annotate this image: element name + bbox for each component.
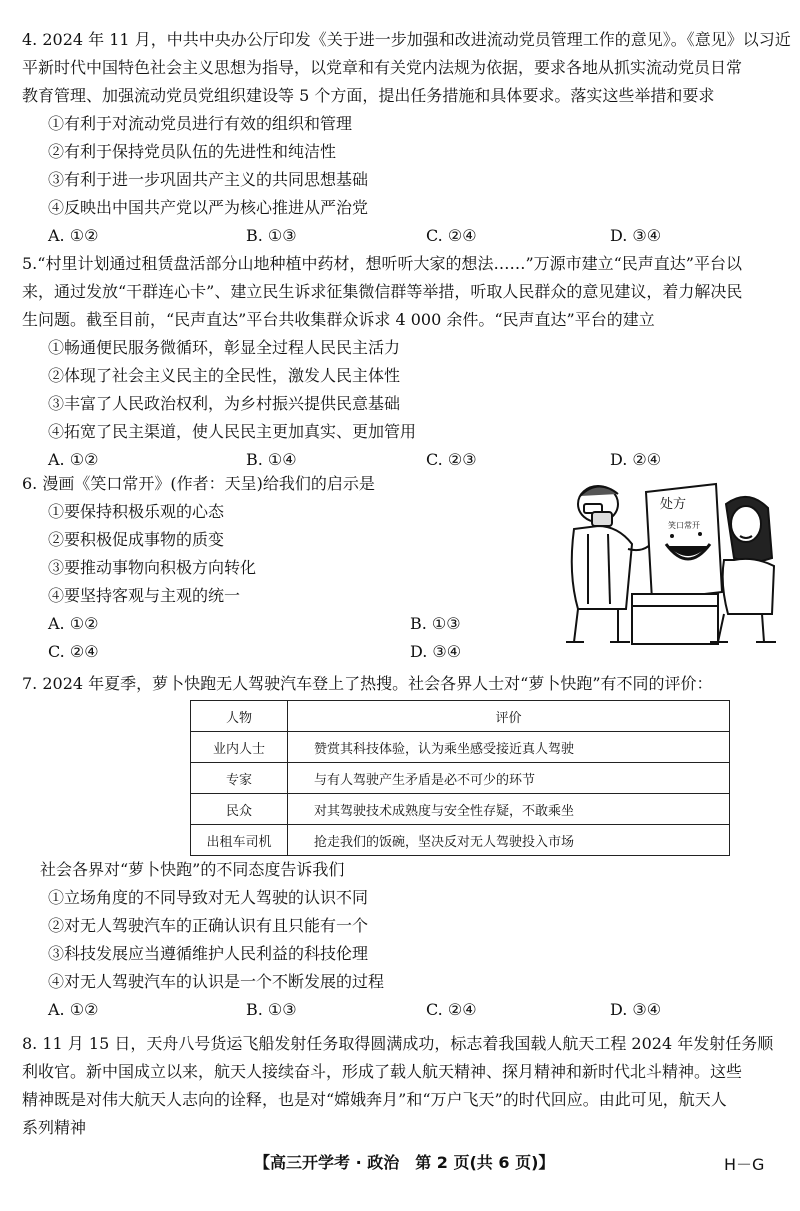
table-row <box>191 732 730 763</box>
choice-c: C. ②④ <box>426 226 477 245</box>
choice-b: B. ①③ <box>246 1000 297 1019</box>
prescription-paper <box>646 484 722 600</box>
question-6-option: ①要保持积极乐观的心态 <box>48 502 225 521</box>
question-7-option: ④对无人驾驶汽车的认识是一个不断发展的过程 <box>48 972 385 991</box>
question-4-option: ①有利于对流动党员进行有效的组织和管理 <box>48 114 353 133</box>
question-5-stem-line: 生问题。截至目前，“民声直达”平台共收集群众诉求 4 000 余件。“民声直达”平台的建立 <box>22 310 655 329</box>
question-5 <box>22 250 778 474</box>
table-cell-role: 民众 <box>191 794 288 825</box>
choice-d: D. ②④ <box>610 450 662 469</box>
question-7-option: ①立场角度的不同导致对无人驾驶的认识不同 <box>48 888 369 907</box>
desk <box>632 594 718 644</box>
paper-subtitle: 笑口常开 <box>668 521 700 530</box>
table-cell-comment: 对其驾驶技术成熟度与安全性存疑，不敢乘坐 <box>288 794 730 825</box>
question-5-stem-line: 5.“村里计划通过租赁盘活部分山地种植中药材，想听听大家的想法……”万源市建立“民声直达”平台以 <box>22 254 742 273</box>
question-8-stem-line: 精神既是对伟大航天人志向的诠释，也是对“嫦娥奔月”和“万户飞天”的时代回应。由此可见，航天人 <box>22 1090 727 1109</box>
question-7-option: ③科技发展应当遵循维护人民利益的科技伦理 <box>48 944 369 963</box>
table-cell-role: 业内人士 <box>191 732 288 763</box>
choice-b: B. ①③ <box>410 614 461 633</box>
table-header-row <box>191 701 730 732</box>
choice-d: D. ③④ <box>610 1000 662 1019</box>
table-row <box>191 825 730 856</box>
footer-page-info: 【高三开学考 · 政治 第 2 页(共 6 页)】 <box>254 1153 555 1172</box>
page-footer <box>0 1150 800 1180</box>
choice-c: C. ②④ <box>426 1000 477 1019</box>
question-4-stem-line: 4. 2024 年 11 月，中共中央办公厅印发《关于进一步加强和改进流动党员管理工作的意见》。《意见》以习近 <box>22 30 791 49</box>
question-5-option: ②体现了社会主义民主的全民性，激发人民主体性 <box>48 366 401 385</box>
question-4 <box>22 26 791 250</box>
question-7-option: ②对无人驾驶汽车的正确认识有且只能有一个 <box>48 916 369 935</box>
choice-a: A. ①② <box>48 226 99 245</box>
comic-illustration <box>548 474 778 652</box>
question-6-stem-line: 6. 漫画《笑口常开》(作者：天呈)给我们的启示是 <box>22 474 375 493</box>
footer-code: H－G <box>724 1155 765 1174</box>
question-4-option: ③有利于进一步巩固共产主义的共同思想基础 <box>48 170 369 189</box>
choice-d: D. ③④ <box>410 642 462 661</box>
choice-c: C. ②④ <box>48 642 99 661</box>
choice-a: A. ①② <box>48 1000 99 1019</box>
choice-c: C. ②③ <box>426 450 477 469</box>
question-6-option: ④要坚持客观与主观的统一 <box>48 586 241 605</box>
question-7-choices <box>22 996 778 1024</box>
question-6-option: ②要积极促成事物的质变 <box>48 530 225 549</box>
question-4-stem-line: 教育管理、加强流动党员党组织建设等 5 个方面，提出任务措施和具体要求。落实这些举措和要求 <box>22 86 715 105</box>
choice-d: D. ③④ <box>610 226 662 245</box>
choice-a: A. ①② <box>48 450 99 469</box>
question-5-option: ③丰富了人民政治权利，为乡村振兴提供民意基础 <box>48 394 401 413</box>
comic-drawing <box>548 474 778 652</box>
table-row <box>191 794 730 825</box>
paper-title: 处方 <box>660 497 687 512</box>
choice-b: B. ①④ <box>246 450 297 469</box>
table-header-comment: 评价 <box>288 701 730 732</box>
question-8-stem-line: 利收官。新中国成立以来，航天人接续奋斗，形成了载人航天精神、探月精神和新时代北斗精神。这些 <box>22 1062 743 1081</box>
table-row <box>191 763 730 794</box>
question-6-option: ③要推动事物向积极方向转化 <box>48 558 257 577</box>
question-4-stem-line: 平新时代中国特色社会主义思想为指导，以党章和有关党内法规为依据，要求各地从抓实流动党员日常 <box>22 58 743 77</box>
question-5-option: ①畅通便民服务微循环，彰显全过程人民民主活力 <box>48 338 401 357</box>
question-4-option: ②有利于保持党员队伍的先进性和纯洁性 <box>48 142 337 161</box>
question-5-stem-line: 来，通过发放“干群连心卡”、建立民生诉求征集微信群等举措，听取人民群众的意见建议，着力解决民 <box>22 282 743 301</box>
choice-a: A. ①② <box>48 614 99 633</box>
table-header-role: 人物 <box>191 701 288 732</box>
question-4-option: ④反映出中国共产党以严为核心推进从严治党 <box>48 198 369 217</box>
question-7-continued <box>22 856 778 1024</box>
choice-b: B. ①③ <box>246 226 297 245</box>
table-cell-role: 专家 <box>191 763 288 794</box>
evaluation-table <box>190 700 730 856</box>
question-7-stem-line: 7. 2024 年夏季，萝卜快跑无人驾驶汽车登上了热搜。社会各界人士对“萝卜快跑”有不同的评价： <box>22 674 713 693</box>
question-8-stem-line: 8. 11 月 15 日，天舟八号货运飞船发射任务取得圆满成功，标志着我国载人航天工程 2024 年发射任务顺 <box>22 1034 774 1053</box>
table-cell-comment: 赞赏其科技体验，认为乘坐感受接近真人驾驶 <box>288 732 730 763</box>
question-4-choices <box>22 222 778 250</box>
table-cell-comment: 与有人驾驶产生矛盾是必不可少的环节 <box>288 763 730 794</box>
table-cell-role: 出租车司机 <box>191 825 288 856</box>
question-5-option: ④拓宽了民主渠道，使人民民主更加真实、更加管用 <box>48 422 417 441</box>
table-cell-comment: 抢走我们的饭碗，坚决反对无人驾驶投入市场 <box>288 825 730 856</box>
question-8-stem-line: 系列精神 <box>22 1118 87 1137</box>
question-8 <box>22 1030 778 1142</box>
question-7-after-table: 社会各界对“萝卜快跑”的不同态度告诉我们 <box>40 860 345 879</box>
question-7 <box>22 670 778 698</box>
